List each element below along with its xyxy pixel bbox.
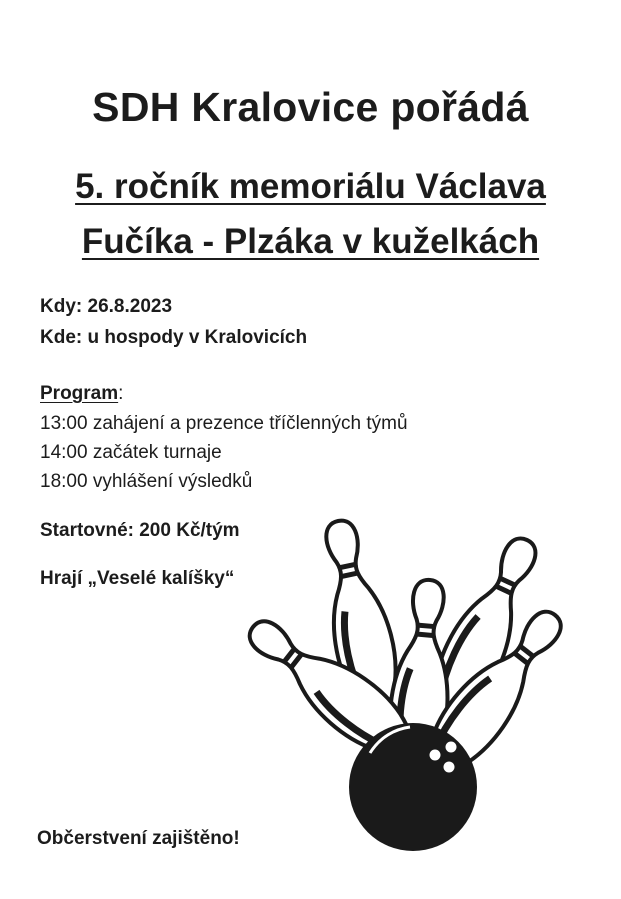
program-item-tournament: 14:00 začátek turnaje [40,442,222,463]
program-label: Program [40,383,119,404]
event-location: Kde: u hospody v Kralovicích [40,327,308,348]
entry-fee: Startovné: 200 Kč/tým [40,520,240,541]
bowling-pins-and-ball-icon [225,515,585,860]
refreshments-note: Občerstvení zajištěno! [37,828,240,849]
program-item-start: 13:00 zahájení a prezence tříčlenných týmů [40,413,408,434]
event-title-line-1: 5. ročník memoriálu Václava [75,167,546,206]
page-title: SDH Kralovice pořádá [92,84,529,130]
program-colon: : [118,383,124,404]
event-date: Kdy: 26.8.2023 [40,296,173,317]
program-item-results: 18:00 vyhlášení výsledků [40,471,253,492]
music-band: Hrají „Veselé kalíšky“ [40,568,235,589]
program-heading [40,383,123,405]
event-title-line-2: Fučíka - Plzáka v kuželkách [81,222,540,261]
